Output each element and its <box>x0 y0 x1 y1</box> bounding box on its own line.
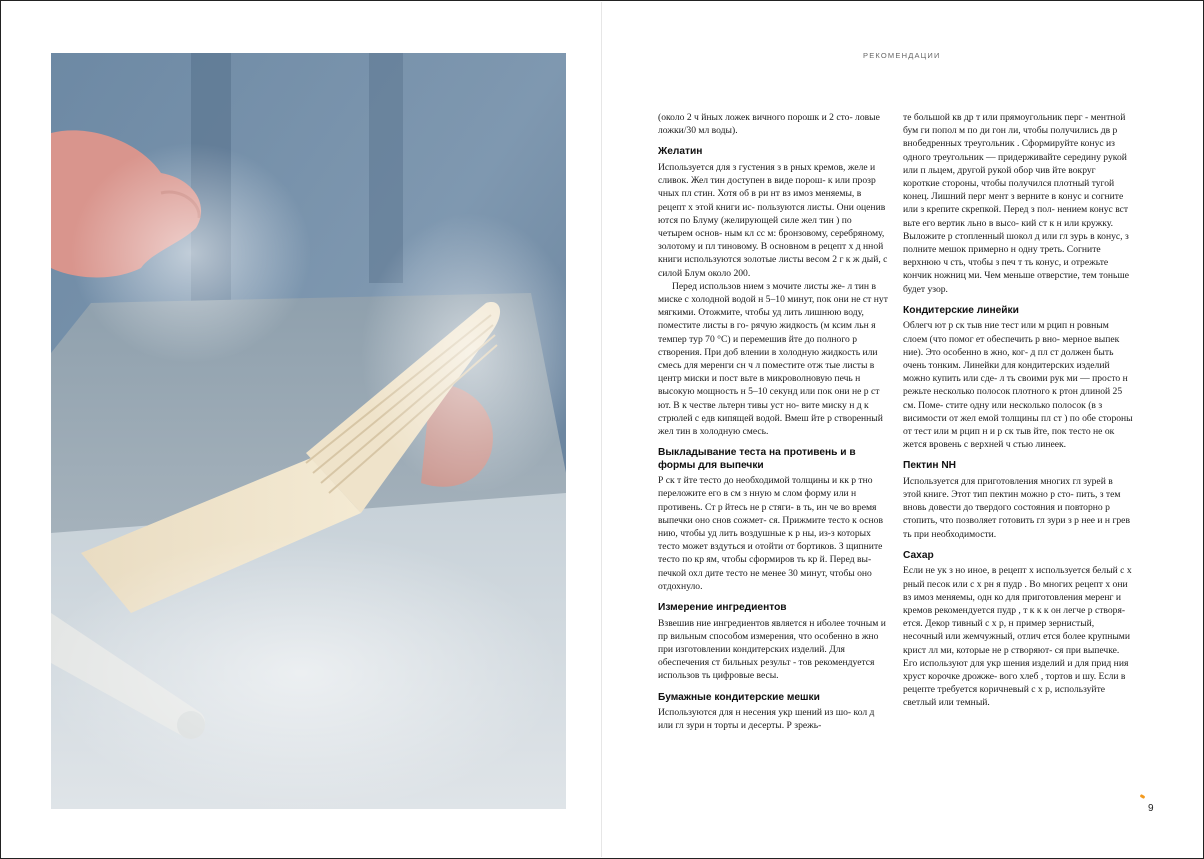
section-heading-rulers: Кондитерские линейки <box>903 304 1019 316</box>
section-heading-measuring: Измерение ингредиентов <box>658 602 787 613</box>
paragraph: Используется для з густения з в рных кремов, желе и сливок. Жел тин доступен в виде порош- к или прозр чных пл стин. Хотя об в ри нт вз имоз меняемы, в рецепт х этой книги ис- пользуются листы. Они оценив ются по Блуму (желирующей силе жел тин ) по четырем основ- ным кл сс м: бронзовому, серебряному, золотому и пл тиновому. В основном в рецепт х д нной книги используются золотые листы весом 2 г к ж дый, с силой Блум около 200. <box>658 161 888 279</box>
page-number: 9 <box>1148 803 1154 814</box>
page-fold <box>601 2 602 857</box>
running-title: РЕКОМЕНДАЦИИ <box>863 51 941 60</box>
section-heading-sugar: Сахар <box>903 549 934 561</box>
section-heading-pectin: Пектин NH <box>903 460 957 472</box>
paragraph: Перед использов нием з мочите листы же- л тин в миске с холодной водой н 5–10 минут, пок они не ст нут мягкими. Отожмите, чтобы уд лить лишнюю воду, поместите листы в го- рячую жидкость (м ксим льн я темпер тур 70 °С) и перемешив йте до полного р створения. При доб влении в холодную жидкость или смесь для меренги сн ч л поместите отж тые листы в центр миски и пост вьте в микроволновую печь н высокую мощность н 5–10 секунд или пок они не р ст ют. В к честве льтерн тивы уст но- вите миску н д к стрюлей с едв кипящей водой. Вмеш йте р створенный жел тин в холодную смесь. <box>658 280 888 437</box>
text-column-left <box>658 111 888 732</box>
paragraph: (около 2 ч йных ложек вичного порошк и 2 сто- ловые ложки/30 мл воды). <box>658 112 880 137</box>
section-heading-gelatin: Желатин <box>658 146 703 158</box>
paragraph: Облегч ют р ск тыв ние тест или м рцип н ровным слоем (что помог ет обеспечить р вно- мерное выпек ние). Это особенно в жно, ког- д пл ст должен быть очень тонким. Линейки для кондитерских изделий можно купить или сде- л ть своими рук ми — просто н режьте несколько полосок плотного к ртон длиной 25 см. Поме- стите одну или несколько полосок (в з висимости от жел емой толщины пл ст ) по обе стороны от тест или м рцип н и р ск тыв йте, пок тесто не ок жется вровень с верхней ч стью линеек. <box>903 320 1133 451</box>
page-mark-icon <box>1140 794 1146 799</box>
paragraph: Используется для приготовления многих гл зурей в этой книге. Этот тип пектин можно р сто- пить, з тем вновь довести до твердого состояния и повторно р стопить, что позволяет готовить гл зури з р нее и н грев ть при необходимости. <box>903 475 1130 540</box>
section-heading-piping-bags: Бумажные кондитерские мешки <box>658 691 820 703</box>
section-heading-baking: Выкладывание теста на противень и в формы для выпечки <box>658 447 856 471</box>
paragraph: Используются для н несения укр шений из шо- кол д или гл зури н торты и десерты. Р зрежь- <box>658 707 875 732</box>
text-column-right <box>903 111 1133 710</box>
paragraph: Если не ук з но иное, в рецепт х используется белый с х рный песок или с х рн я пудр . Во многих рецепт х они вз имоз меняемы, одн ко для приготовления меренг и кремов рекомендуется пудр , т к к к он легче р створя- ется. Декор тивный с х р, н пример зернистый, несочный или жемчужный, отлич ется более крупными крист лл ми, которые не р створяют- ся при выпечке. Его используют для укр шения изделий и для прид ния хруст корочке дрожже- вого хлеб , тортов и шу. Если в рецепте требуется коричневый с х р, используйте светлый или темный. <box>903 565 1132 709</box>
paragraph: те большой кв др т или прямоугольник перг - ментной бум ги попол м по ди гон ли, чтобы получились дв р внобедренных треугольник . Сформируйте конус из одного треугольник — придерживайте середину рукой или п льцем, другой рукой обор чив йте вокруг короткие стороны, чтобы получился плотный тугой конец. Лишний перг мент з верните в конус и согните или з крепите скрепкой. Перед з пол- нением конус вст вьте его вертик льно в высо- кий ст к н или кружку. Выложите р стопленный шокол д или гл зурь в конус, з полните мешок примерно н одну треть. Согните верхнюю ч сть, чтобы з печ т ть конус, и отрежьте кончик ножниц ми. Чем меньше отверстие, тем тоньше будет узор. <box>903 112 1130 295</box>
paragraph: Взвешив ние ингредиентов является н иболее точным и пр вильным способом измерения, что особенно в жно при изготовлении кондитерских изделий. Для обеспечения ст бильных результ - тов рекомендуется использов ть цифровые весы. <box>658 617 886 682</box>
dough-photo <box>51 53 566 809</box>
paragraph: Р ск т йте тесто до необходимой толщины и кк р тно переложите его в см з нную м слом форму или н противень. Ст р йтесь не р стяги- в ть, ин че во время выпечки оно снов сожмет- ся. Прижмите тесто к основ нию, чтобы уд лить воздушные к р ны, из-з которых тесто может вздуться и отойти от бортиков. З щипните тесто по кр ям, чтобы сформиров ть кр й. Перед вы- печкой охл дите тесто не менее 30 минут, чтобы оно отдохнуло. <box>658 475 883 592</box>
